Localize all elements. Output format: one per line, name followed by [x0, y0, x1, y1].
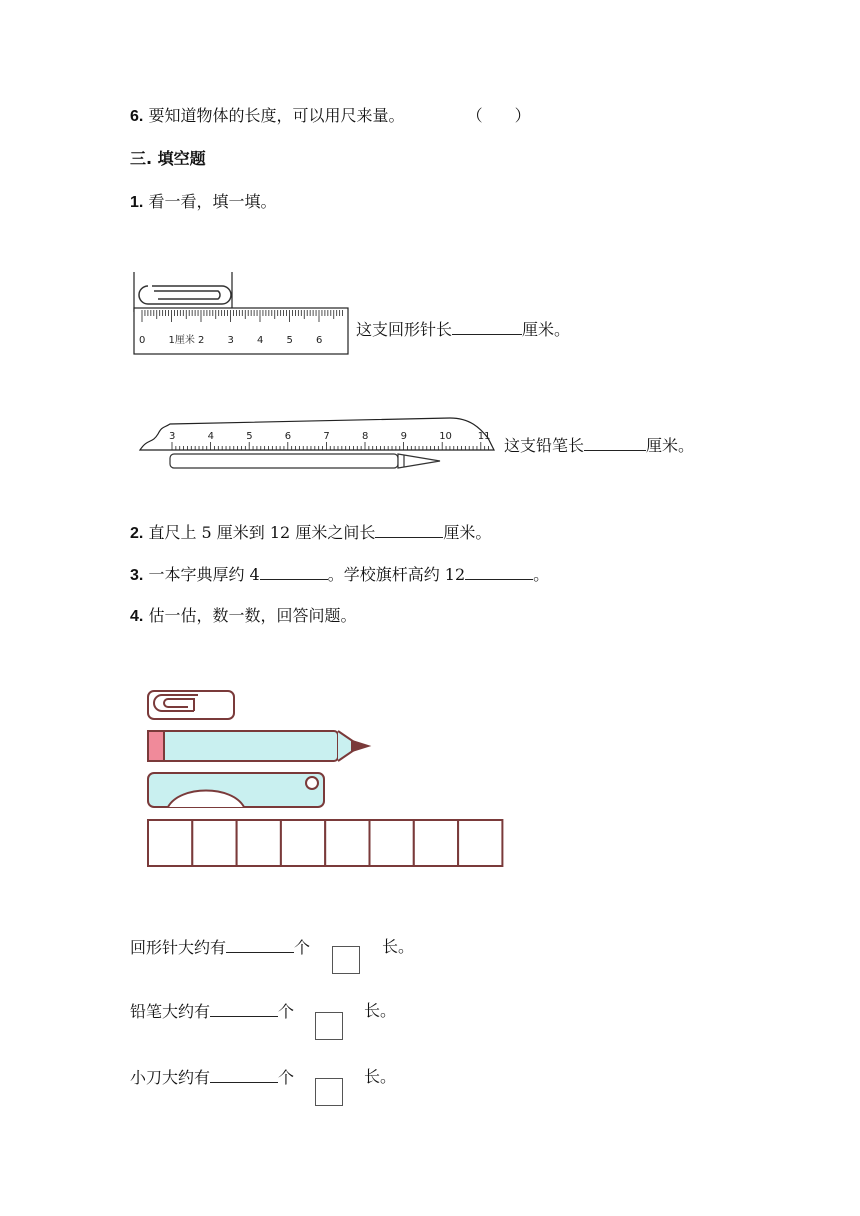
answer-parentheses[interactable]: （ ） [466, 106, 531, 125]
question-text-2: 。学校旗杆高约 12 [327, 565, 466, 584]
answer-end: 长。 [364, 1001, 397, 1020]
paperclip-icon [139, 286, 231, 304]
unit-square [370, 820, 414, 866]
question-text-3: 。 [533, 565, 550, 584]
question-text: 一本字典厚约 4 [148, 565, 260, 584]
answer-suffix: 厘米。 [646, 436, 695, 455]
ruler-tick-label: 8 [362, 431, 369, 442]
question-number: 4. [130, 608, 144, 625]
answer-end: 长。 [382, 937, 415, 956]
answer-paperclip [130, 936, 310, 959]
question-number: 6. [130, 108, 144, 125]
unit-square [414, 820, 458, 866]
ruler-tick-label: 4 [207, 431, 214, 442]
answer-prefix: 这支铅笔长 [504, 436, 585, 455]
unit-square [237, 820, 281, 866]
ruler-tick-label: 1厘米 [168, 335, 195, 346]
answer-blank[interactable] [210, 1000, 278, 1017]
answer-item: 回形针大约有 [130, 938, 227, 957]
knife-icon [148, 773, 324, 807]
answer-end: 长。 [364, 1067, 397, 1086]
question-text: 直尺上 5 厘米到 12 厘米之间长 [148, 523, 376, 542]
unit-square [281, 820, 325, 866]
unit-square [148, 820, 192, 866]
ruler-tick-label: 0 [139, 335, 146, 346]
question-number: 1. [130, 194, 144, 211]
answer-unit: 个 [278, 1002, 295, 1021]
question-number: 3. [130, 567, 144, 584]
ruler-with-paperclip [130, 268, 355, 358]
unit-square-icon [315, 1012, 343, 1040]
ruler-tick-label: 3 [169, 431, 176, 442]
unit-square [325, 820, 369, 866]
answer-item: 小刀大约有 [130, 1068, 211, 1087]
unit-square [458, 820, 502, 866]
answer-blank[interactable] [226, 936, 294, 953]
ruler1-answer [356, 318, 570, 341]
question-3 [130, 563, 549, 587]
section-title: 三. 填空题 [130, 149, 206, 168]
question-text: 估一估，数一数，回答问题。 [148, 606, 357, 625]
estimation-figure [140, 685, 510, 875]
question-suffix: 厘米。 [443, 523, 492, 542]
answer-item: 铅笔大约有 [130, 1002, 211, 1021]
unit-square-icon [332, 946, 360, 974]
answer-blank[interactable] [260, 563, 328, 580]
question-2 [130, 521, 491, 545]
paperclip-icon [148, 691, 234, 719]
question-text: 要知道物体的长度，可以用尺来量。 [148, 106, 405, 125]
question-4 [130, 605, 356, 628]
unit-square [192, 820, 236, 866]
ruler-tick-label: 2 [198, 335, 205, 346]
answer-prefix: 这支回形针长 [356, 320, 453, 339]
question-6 [130, 105, 531, 128]
answer-pencil [130, 1000, 294, 1023]
answer-unit: 个 [294, 938, 311, 957]
answer-blank[interactable] [584, 434, 646, 451]
unit-square-icon [315, 1078, 343, 1106]
pencil-icon [148, 731, 368, 761]
answer-blank[interactable] [375, 521, 443, 538]
answer-blank[interactable] [465, 563, 533, 580]
ruler-tick-label: 6 [284, 431, 292, 442]
ruler-tick-label: 5 [246, 431, 253, 442]
answer-suffix: 厘米。 [522, 320, 571, 339]
ruler-tick-label: 11 [477, 431, 491, 442]
ruler2-answer [504, 434, 694, 457]
ruler-tick-label: 3 [227, 335, 234, 346]
answer-unit: 个 [278, 1068, 295, 1087]
answer-knife [130, 1066, 294, 1089]
ruler-tick-label: 7 [323, 431, 330, 442]
question-text: 看一看，填一填。 [148, 192, 277, 211]
ruler-tick-label: 4 [257, 335, 264, 346]
ruler-tick-label: 10 [439, 431, 452, 442]
unit-squares [148, 820, 502, 866]
pencil-icon [170, 454, 440, 468]
ruler-with-pencil [130, 408, 502, 480]
question-number: 2. [130, 525, 144, 542]
ruler-tick-label: 6 [316, 335, 323, 346]
answer-blank[interactable] [452, 318, 522, 335]
ruler-tick-label: 5 [286, 335, 293, 346]
answer-blank[interactable] [210, 1066, 278, 1083]
question-1 [130, 191, 276, 214]
ruler-tick-label: 9 [400, 431, 407, 442]
